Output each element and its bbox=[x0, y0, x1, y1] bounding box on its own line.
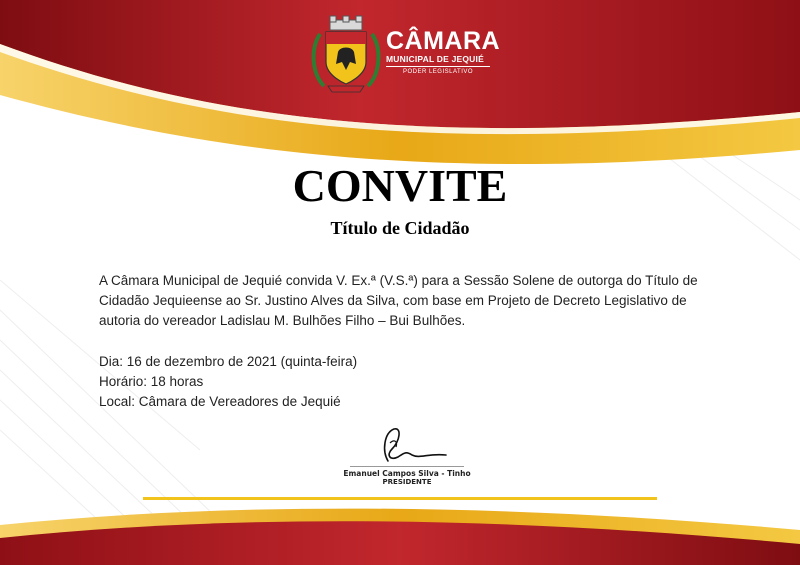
event-time: Horário: 18 horas bbox=[99, 374, 204, 389]
body-line: Cidadão Jequieense ao Sr. Justino Alves da Silva, com base em Projeto de Decreto Legislativo de bbox=[99, 293, 687, 308]
brand-block bbox=[386, 28, 506, 76]
brand-subtitle: PODER LEGISLATIVO bbox=[386, 66, 490, 76]
event-details bbox=[99, 352, 599, 412]
signer-name: Emanuel Campos Silva - Tinho bbox=[343, 469, 471, 478]
jequie-coat-of-arms-icon bbox=[310, 14, 382, 94]
event-location: Local: Câmara de Vereadores de Jequié bbox=[99, 394, 341, 409]
handwritten-signature bbox=[368, 425, 458, 467]
brand-name: CÂMARA bbox=[386, 27, 501, 55]
signature-block bbox=[328, 421, 486, 491]
brand-city: MUNICIPAL DE JEQUIÉ bbox=[386, 54, 484, 64]
gold-divider bbox=[143, 497, 657, 500]
body-line: autoria do vereador Ladislau M. Bulhões Filho – Bui Bulhões. bbox=[99, 313, 466, 328]
body-line: A Câmara Municipal de Jequié convida V. Ex.ª (V.S.ª) para a Sessão Solene de outorga do Título de bbox=[99, 273, 698, 288]
signature-line bbox=[350, 466, 464, 467]
invitation-body bbox=[99, 271, 709, 331]
page-subtitle: Título de Cidadão bbox=[330, 218, 470, 238]
page-title: CONVITE bbox=[292, 160, 508, 211]
event-date: Dia: 16 de dezembro de 2021 (quinta-feira) bbox=[99, 354, 358, 369]
signer-role: PRESIDENTE bbox=[382, 478, 432, 486]
